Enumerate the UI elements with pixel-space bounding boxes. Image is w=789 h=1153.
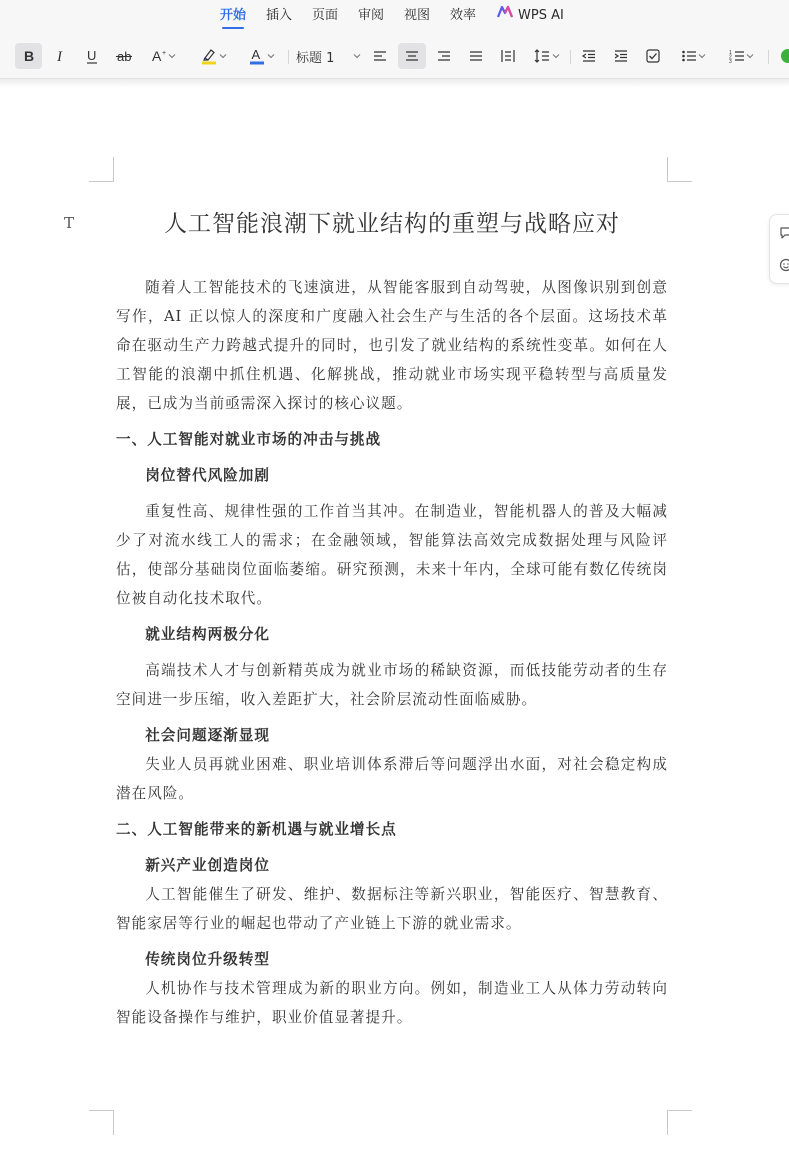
toolbar-divider	[288, 50, 289, 64]
align-center-icon	[404, 49, 420, 63]
chevron-down-icon	[352, 51, 362, 61]
toolbar-divider	[570, 50, 571, 64]
svg-text:2: 2	[729, 54, 732, 61]
svg-text:+: +	[162, 50, 167, 57]
align-left-icon	[372, 49, 388, 63]
highlighter-icon	[200, 47, 218, 65]
section-2-sub-2-heading[interactable]: 传统岗位升级转型	[145, 951, 270, 968]
svg-text:3: 3	[729, 59, 732, 63]
indent-icon	[613, 49, 629, 63]
bullet-list-button[interactable]	[674, 43, 714, 69]
distributed-align-icon	[500, 48, 516, 64]
align-center-button[interactable]	[398, 43, 426, 69]
comment-icon[interactable]	[779, 225, 789, 244]
chevron-down-icon	[745, 51, 755, 61]
document-title[interactable]: 人工智能浪潮下就业结构的重塑与战略应对	[164, 211, 620, 237]
section-2-heading[interactable]: 二、人工智能带来的新机遇与就业增长点	[116, 821, 397, 838]
chevron-down-icon	[266, 51, 276, 61]
page-corner-mark	[667, 1110, 692, 1135]
justify-button[interactable]	[463, 43, 489, 69]
section-1-sub-1-text[interactable]: 重复性高、规律性强的工作首当其冲。在制造业，智能机器人的普及大幅减少了对流水线工人的需求；在金融领域，智能算法高效完成数据处理与风险评估，使部分基础岗位面临萎缩。研究预测，未来十年内，全球可能有数亿传统岗位被自动化技术取代。	[116, 503, 668, 607]
side-floating-panel	[769, 214, 789, 284]
status-dot-icon[interactable]	[781, 49, 789, 63]
tab-review[interactable]: 审阅	[358, 8, 385, 23]
wps-ai-logo-icon	[497, 0, 513, 32]
justify-icon	[468, 49, 484, 63]
intro-paragraph[interactable]: 随着人工智能技术的飞速演进，从智能客服到自动驾驶，从图像识别到创意写作，AI 正以惊人的深度和广度融入社会生产与生活的各个层面。这场技术革命在驱动生产力跨越式提升的同时，也引发了就业结构的系统性变革。如何在人工智能的浪潮中抓住机遇、化解挑战，推动就业市场实现平稳转型与高质量发展，已成为当前亟需深入探讨的核心议题。	[116, 279, 668, 412]
section-1-sub-3-heading[interactable]: 社会问题逐渐显现	[145, 727, 270, 744]
decrease-indent-button[interactable]	[576, 43, 602, 69]
align-left-button[interactable]	[367, 43, 393, 69]
checklist-button[interactable]	[640, 43, 666, 69]
tab-view[interactable]: 视图	[404, 8, 431, 23]
font-color-button[interactable]	[242, 43, 282, 69]
page-corner-mark	[667, 157, 692, 182]
font-style-icon	[151, 49, 167, 63]
svg-text:U: U	[86, 48, 96, 63]
line-spacing-icon	[533, 48, 551, 64]
distributed-align-button[interactable]	[495, 43, 521, 69]
svg-text:B: B	[23, 49, 34, 63]
bullet-list-icon	[681, 49, 697, 63]
checkbox-icon	[645, 48, 661, 64]
tab-efficiency[interactable]: 效率	[450, 8, 477, 23]
svg-text:I: I	[56, 49, 62, 63]
chevron-down-icon	[167, 51, 177, 61]
section-1-sub-3-text[interactable]: 失业人员再就业困难、职业培训体系滞后等问题浮出水面，对社会稳定构成潜在风险。	[116, 756, 668, 802]
line-spacing-button[interactable]	[529, 43, 565, 69]
increase-indent-button[interactable]	[608, 43, 634, 69]
section-2-sub-1-heading[interactable]: 新兴产业创造岗位	[145, 857, 270, 874]
tab-start[interactable]: 开始	[220, 0, 246, 32]
svg-text:A: A	[152, 49, 162, 63]
numbered-list-icon	[729, 49, 745, 63]
align-right-icon	[436, 49, 452, 63]
menu-bar	[0, 0, 789, 34]
heading-style-marker-icon[interactable]: T	[64, 214, 75, 232]
underline-button[interactable]	[79, 43, 104, 69]
svg-text:A: A	[251, 47, 261, 62]
tab-page[interactable]: 页面	[312, 8, 339, 23]
bold-icon	[22, 49, 36, 63]
chevron-down-icon	[551, 51, 561, 61]
chevron-down-icon	[218, 51, 228, 61]
underline-icon	[85, 49, 99, 64]
paragraph-style-select[interactable]	[296, 43, 362, 69]
strikethrough-button[interactable]	[111, 43, 136, 69]
numbered-list-button[interactable]	[722, 43, 762, 69]
section-2-sub-1-text[interactable]: 人工智能催生了研发、维护、数据标注等新兴职业，智能医疗、智慧教育、智能家居等行业的崛起也带动了产业链上下游的就业需求。	[116, 886, 668, 932]
svg-text:ab: ab	[116, 49, 131, 63]
document-body[interactable]	[116, 205, 668, 1032]
italic-icon	[53, 49, 67, 63]
section-1-sub-1-heading[interactable]: 岗位替代风险加剧	[145, 467, 270, 484]
tab-insert[interactable]: 插入	[266, 8, 293, 23]
section-2-sub-2-text[interactable]: 人机协作与技术管理成为新的职业方向。例如，制造业工人从体力劳动转向智能设备操作与维护，职业价值显著提升。	[116, 980, 668, 1026]
section-1-sub-2-text[interactable]: 高端技术人才与创新精英成为就业市场的稀缺资源，而低技能劳动者的生存空间进一步压缩，收入差距扩大，社会阶层流动性面临威胁。	[116, 662, 668, 708]
page-corner-mark	[89, 157, 114, 182]
outdent-icon	[581, 49, 597, 63]
page-corner-mark	[89, 1110, 114, 1135]
formatting-toolbar	[0, 34, 789, 79]
chevron-down-icon	[697, 51, 707, 61]
paragraph-style-value: 标题 1	[296, 50, 335, 66]
font-color-icon	[248, 47, 266, 65]
align-right-button[interactable]	[431, 43, 457, 69]
italic-button[interactable]	[47, 43, 72, 69]
highlight-color-button[interactable]	[194, 43, 234, 69]
section-1-heading[interactable]: 一、人工智能对就业市场的冲击与挑战	[116, 431, 382, 448]
toolbar-divider	[768, 50, 769, 64]
text-effect-button[interactable]	[146, 43, 182, 69]
tab-wps-ai[interactable]	[497, 0, 564, 32]
emoji-icon[interactable]	[779, 257, 789, 276]
strikethrough-icon	[116, 49, 132, 63]
svg-text:1: 1	[729, 50, 732, 56]
canvas-shadow	[0, 79, 789, 87]
bold-button[interactable]	[15, 43, 42, 69]
wps-ai-label: WPS AI	[518, 8, 564, 23]
section-1-sub-2-heading[interactable]: 就业结构两极分化	[145, 626, 270, 643]
